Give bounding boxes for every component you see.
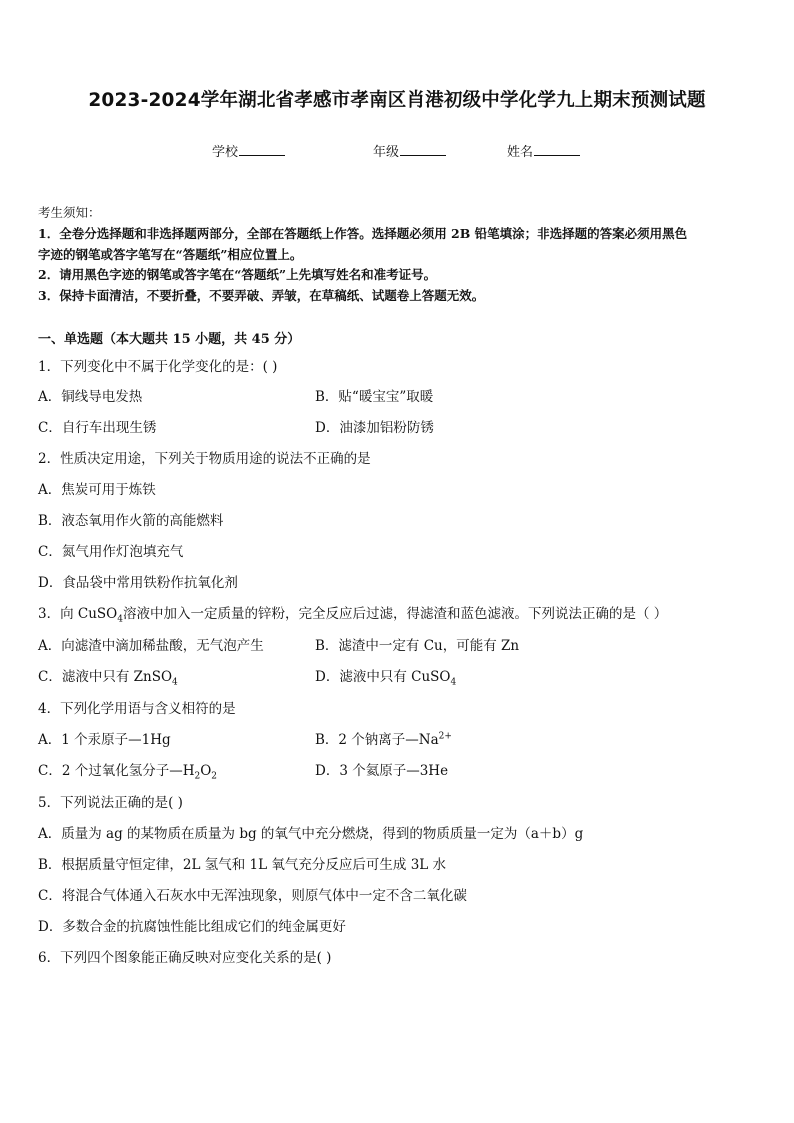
notice-item-1-line-1: 1．全卷分选择题和非选择题两部分，全部在答题纸上作答。选择题必须用 2B 铅笔填涂；非选择题的答案必须用黑色 bbox=[38, 226, 688, 241]
grade-label: 年级 bbox=[373, 145, 400, 160]
school-label: 学校 bbox=[212, 145, 239, 160]
question-1-option-c: C．自行车出现生锈 bbox=[38, 420, 157, 436]
grade-field bbox=[373, 141, 446, 160]
question-5-stem: 5．下列说法正确的是( ) bbox=[38, 795, 183, 811]
question-1-option-d: D．油漆加铝粉防锈 bbox=[315, 420, 434, 436]
question-5-option-c: C．将混合气体通入石灰水中无浑浊现象，则原气体中一定不含二氧化碳 bbox=[38, 888, 467, 904]
school-field bbox=[212, 141, 285, 160]
section-heading: 一、单选题（本大题共 15 小题，共 45 分） bbox=[38, 332, 301, 347]
notice-item-2: 2．请用黑色字迹的钢笔或答字笔在“答题纸”上先填写姓名和准考证号。 bbox=[38, 267, 437, 282]
question-2-option-c: C．氮气用作灯泡填充气 bbox=[38, 544, 184, 560]
question-3-stem-text-1: 3．向 CuSO bbox=[38, 606, 118, 622]
question-3-stem-text-2: 溶液中加入一定质量的锌粉，完全反应后过滤，得滤渣和蓝色滤液。下列说法正确的是（ ） bbox=[122, 606, 668, 622]
question-5-option-b: B．根据质量守恒定律，2L 氢气和 1L 氧气充分反应后可生成 3L 水 bbox=[38, 857, 447, 873]
question-2-option-a: A．焦炭可用于炼铁 bbox=[38, 482, 156, 498]
question-4-option-b-text: B．2 个钠离子—Na bbox=[315, 732, 439, 748]
school-blank bbox=[239, 143, 285, 156]
notice-item-1-line-2: 字迹的钢笔或答字笔写在“答题纸”相应位置上。 bbox=[38, 247, 303, 262]
page-title: 2023-2024学年湖北省孝感市孝南区肖港初级中学化学九上期末预测试题 bbox=[88, 90, 706, 111]
question-4-stem: 4．下列化学用语与含义相符的是 bbox=[38, 701, 236, 717]
question-5-option-a: A．质量为 ag 的某物质在质量为 bg 的氧气中充分燃烧，得到的物质质量一定为（a＋b）g bbox=[38, 826, 584, 842]
question-2-option-d: D．食品袋中常用铁粉作抗氧化剂 bbox=[38, 575, 238, 591]
question-4-option-c bbox=[38, 759, 217, 782]
question-3-stem bbox=[38, 602, 667, 625]
notice-heading: 考生须知： bbox=[38, 205, 101, 220]
question-3-option-d-subscript: 4 bbox=[450, 677, 457, 688]
grade-blank bbox=[400, 143, 446, 156]
name-label: 姓名 bbox=[507, 145, 534, 160]
question-1-option-a: A．铜线导电发热 bbox=[38, 389, 143, 405]
question-4-option-c-subscript-1: 2 bbox=[194, 771, 201, 782]
name-field bbox=[507, 141, 580, 160]
name-blank bbox=[534, 143, 580, 156]
question-4-option-c-text: C．2 个过氧化氢分子—H bbox=[38, 763, 195, 779]
question-6-stem: 6．下列四个图象能正确反映对应变化关系的是( ) bbox=[38, 950, 332, 966]
question-4-option-d: D．3 个氦原子—3He bbox=[315, 763, 449, 779]
question-3-option-d-text: D．滤液中只有 CuSO bbox=[315, 669, 451, 685]
question-1-stem: 1．下列变化中不属于化学变化的是：( ) bbox=[38, 359, 278, 375]
question-4-option-a: A．1 个汞原子—1Hg bbox=[38, 732, 171, 748]
question-3-option-c-subscript: 4 bbox=[172, 677, 178, 688]
question-4-option-b bbox=[315, 728, 452, 748]
question-3-option-a: A．向滤渣中滴加稀盐酸，无气泡产生 bbox=[38, 638, 264, 654]
question-3-option-c bbox=[38, 665, 178, 688]
question-2-option-b: B．液态氧用作火箭的高能燃料 bbox=[38, 513, 224, 529]
notice-item-3: 3．保持卡面清洁，不要折叠，不要弄破、弄皱，在草稿纸、试题卷上答题无效。 bbox=[38, 288, 485, 303]
question-3-stem-subscript: 4 bbox=[117, 614, 123, 625]
question-1-option-b: B．贴“暖宝宝”取暖 bbox=[315, 389, 434, 405]
question-3-option-c-text: C．滤液中只有 ZnSO bbox=[38, 669, 173, 685]
question-3-option-d bbox=[315, 665, 456, 688]
question-4-option-b-superscript: 2+ bbox=[438, 731, 452, 742]
question-5-option-d: D．多数合金的抗腐蚀性能比组成它们的纯金属更好 bbox=[38, 919, 346, 935]
question-2-stem: 2．性质决定用途，下列关于物质用途的说法不正确的是 bbox=[38, 451, 371, 467]
question-4-option-c-text-2: O bbox=[200, 763, 212, 779]
question-3-option-b: B．滤渣中一定有 Cu，可能有 Zn bbox=[315, 638, 520, 654]
question-4-option-c-subscript-2: 2 bbox=[211, 771, 218, 782]
